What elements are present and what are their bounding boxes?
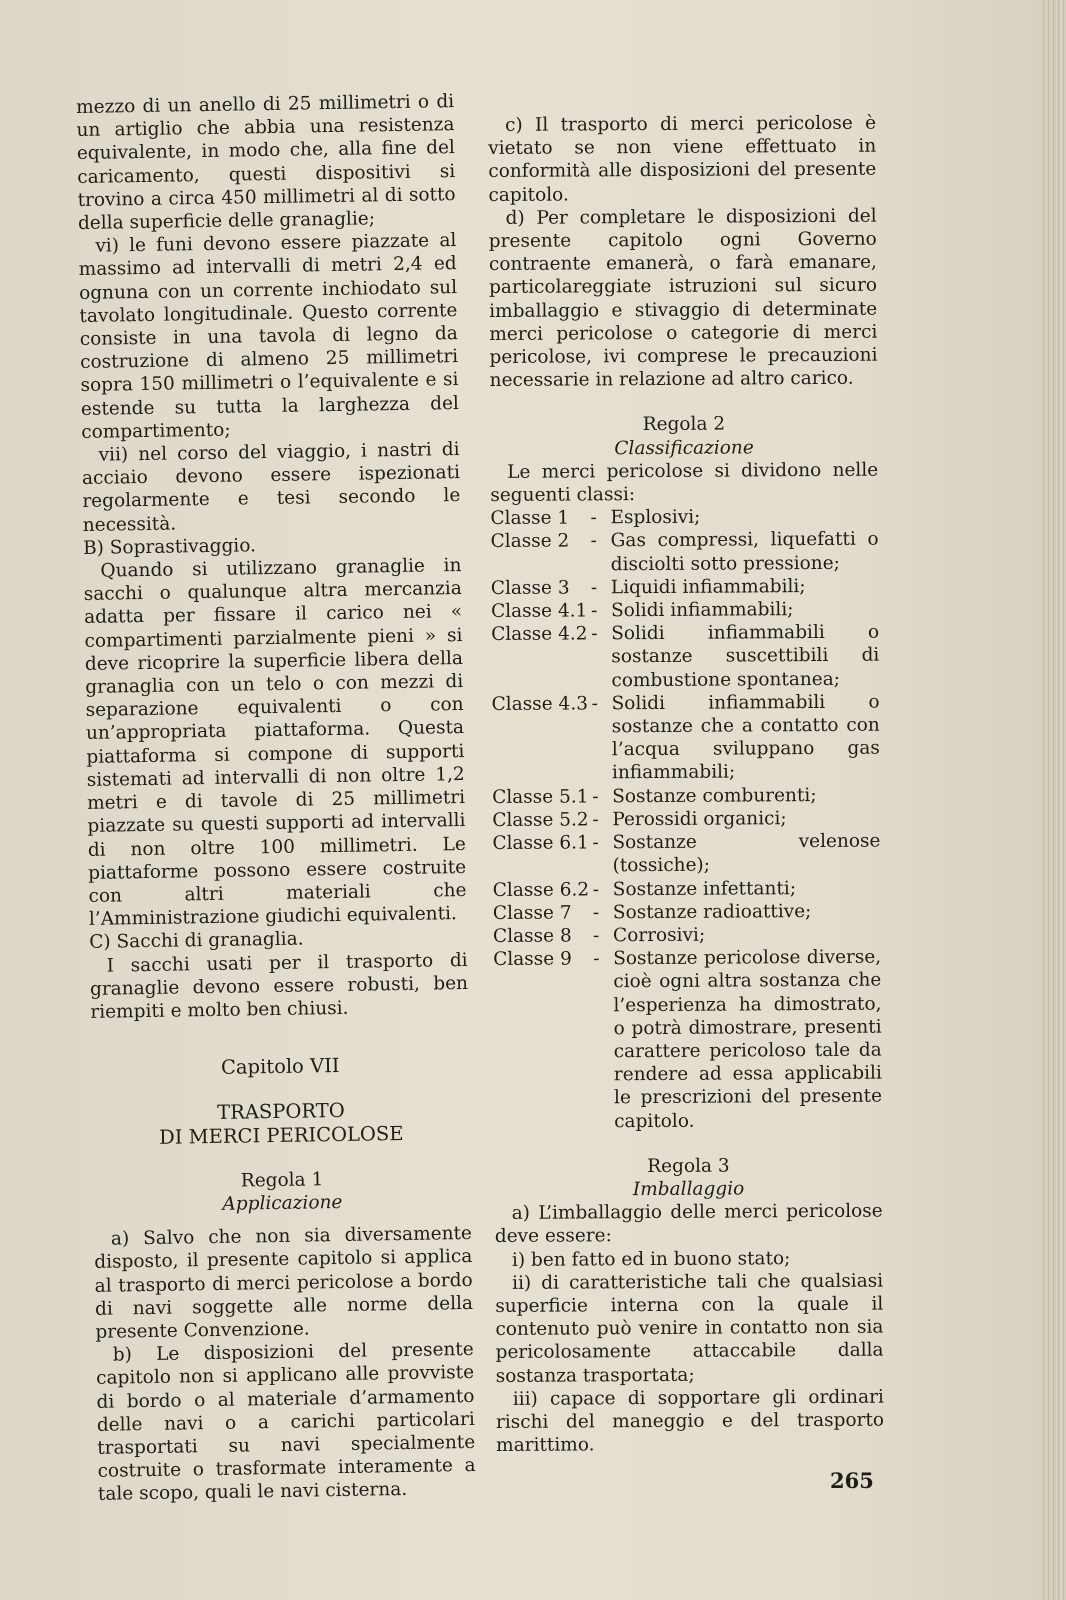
paragraph-sacchi: I sacchi usati per il trasporto di granaglie devono essere robusti, ben riempiti e molto ben chiusi. — [89, 949, 469, 1023]
class-dash: - — [592, 786, 599, 808]
class-name: Classe 5.2 — [492, 809, 589, 831]
class-name: Classe 8 — [492, 925, 572, 947]
rule-3-item-i: i) ben fatto ed in buono stato; — [511, 1247, 791, 1271]
class-description: Sostanze pericolose diverse, cioè ogni altra sostanza che l’esperienza ha dimostrato, o potrà dimostrare, presenti carattere pericoloso tale da rendere ad essa applicabili le prescrizioni del presente capitolo. — [613, 946, 883, 1132]
class-row — [491, 528, 879, 577]
rule-3-subtitle: Imballaggio — [632, 1178, 745, 1201]
rule-1-paragraph-a: a) Salvo che non sia diversamente disposto, il presente capitolo si applica al trasporto di merci pericolose a bordo di navi soggette alle norme della presente Convenzione. — [94, 1223, 474, 1343]
class-name: Classe 4.2 — [491, 623, 588, 646]
rule-1-subtitle: Applicazione — [222, 1191, 343, 1215]
rule-3-paragraph-a: a) L’imballaggio delle merci pericolose deve essere: — [494, 1200, 883, 1248]
rule-1-paragraph-b: b) Le disposizioni del presente capitolo non si applicano alle provviste di bordo o al materiale d’armamento delle navi o a carichi particolari trasportati su navi specialmente costruite o trasformate interamente a tale scopo, quali le navi cisterna. — [95, 1339, 476, 1506]
class-list — [490, 505, 882, 1134]
class-description: Solidi infiammabili; — [610, 599, 794, 622]
class-dash: - — [593, 948, 600, 970]
class-name: Classe 1 — [490, 507, 570, 530]
rule-2-intro: Le merci pericolose si dividono nelle seguenti classi: — [490, 459, 879, 507]
class-row — [491, 598, 879, 624]
class-description: Solidi infiammabili o sostanze che a contatto con l’acqua sviluppano gas infiammabili; — [611, 691, 880, 784]
class-description: Perossidi organici; — [612, 808, 787, 831]
rule-1-paragraph-d: d) Per completare le disposizioni del presente capitolo ogni Governo contraente emanerà, o farà emanare, particolareggiate istruzioni sul sicuro imballaggio e stivaggio di determinate merci pericolose o categorie di merci pericolose, ivi comprese le precauzioni necessarie in relazione ad altro carico. — [488, 205, 878, 392]
class-dash: - — [592, 809, 599, 831]
class-dash: - — [591, 623, 598, 645]
class-name: Classe 4.3 — [491, 693, 589, 715]
paragraph-anello: mezzo di un anello di 25 millimetri o di un artiglio che abbia una resistenza equivalente, in modo che, alla fine del caricamento, questi dispositivi si trovino a circa 450 millimetri al di sotto della superficie delle granaglie; — [76, 91, 456, 234]
class-row — [491, 574, 879, 600]
rule-3-item-ii: ii) di caratteristiche tali che qualsiasi superficie interna con la quale il contenuto può venire in contatto non sia pericolosamente attaccabile dalla sostanza trasportata; — [495, 1270, 884, 1387]
class-dash: - — [592, 925, 600, 947]
class-description: Sostanze comburenti; — [612, 784, 817, 807]
class-row — [493, 923, 881, 949]
paragraph-soprastivaggio: Quando si utilizzano granaglie in sacchi o qualunque altra mercanzia adatta per fissare il carico nei « compartimenti parzialmente pieni » si deve ricoprire la superficie libera della granaglia con un telo o con mezzi di separazione equivalenti o con un’appropriata piattaforma. Questa piattaforma si compone di supporti sistemati ad intervalli di non oltre 1,2 metri e di tavole di 25 millimetri piazzate su questi supporti ad intervalli di non oltre 100 millimetri. Le piattaforme possono essere costruite con altri materiali che l’Amministrazione giudichi equivalenti. — [83, 555, 467, 931]
rule-1-paragraph-c: c) Il trasporto di merci pericolose è vietato se non viene effettuato in conformità alle disposizioni del presente capitolo. — [488, 112, 877, 206]
class-row — [492, 690, 881, 785]
class-dash: - — [590, 600, 598, 622]
heading-sacchi: C) Sacchi di granaglia. — [89, 928, 304, 954]
class-description: Solidi infiammabili o sostanze suscettibili di combustione spontanea; — [611, 621, 880, 691]
class-row — [493, 876, 881, 902]
rule-2-subtitle: Classificazione — [614, 437, 754, 459]
class-row — [491, 621, 879, 693]
page-number: 265 — [830, 1468, 874, 1493]
paragraph-nastri: vii) nel corso del viaggio, i nastri di acciaio devono essere ispezionati regolarmente e tesi secondo le necessità. — [81, 439, 461, 536]
class-description: Corrosivi; — [612, 924, 706, 947]
rule-2-title: Regola 2 — [642, 413, 726, 436]
class-dash: - — [591, 693, 598, 715]
heading-soprastivaggio: B) Soprastivaggio. — [82, 535, 257, 559]
class-name: Classe 6.2 — [492, 878, 590, 901]
right-column — [488, 112, 884, 1458]
class-row — [493, 946, 882, 1134]
rule-1-title: Regola 1 — [240, 1168, 324, 1192]
class-row — [490, 505, 878, 531]
class-dash: - — [592, 902, 600, 924]
class-description: Sostanze radioattive; — [612, 900, 812, 923]
class-name: Classe 4.1 — [490, 600, 588, 623]
rule-3-title: Regola 3 — [647, 1155, 730, 1177]
class-name: Classe 3 — [490, 577, 570, 599]
class-dash: - — [590, 507, 597, 529]
class-row — [492, 830, 880, 879]
class-row — [492, 783, 880, 809]
chapter-title-line-1: TRASPORTO — [217, 1099, 345, 1125]
class-row — [493, 899, 881, 925]
class-description: Liquidi infiammabili; — [610, 575, 806, 599]
class-dash: - — [592, 832, 599, 854]
class-dash: - — [590, 577, 598, 599]
class-description: Gas compressi, liquefatti o disciolti sotto pressione; — [610, 529, 879, 575]
class-name: Classe 9 — [493, 948, 572, 971]
class-description: Sostanze velenose (tossiche); — [612, 830, 881, 877]
class-description: Esplosivi; — [610, 506, 701, 529]
left-column — [76, 90, 476, 1506]
class-name: Classe 7 — [492, 902, 572, 924]
class-description: Sostanze infettanti; — [612, 877, 797, 900]
page-edge — [1040, 0, 1066, 1600]
class-name: Classe 6.1 — [492, 832, 589, 855]
class-row — [492, 807, 880, 833]
class-dash: - — [590, 530, 597, 552]
chapter-label: Capitolo VII — [220, 1054, 340, 1079]
paragraph-funi: vi) le funi devono essere piazzate al massimo ad intervalli di metri 2,4 ed ognuna con un corrente inchiodato sul tavolato longitudinale. Questo corrente consiste in una tavola di legno da costruzione di almeno 25 millimetri sopra 150 millimetri o l’equivalente e si estende su tutta la larghezza del compartimento; — [78, 230, 460, 443]
class-name: Classe 5.1 — [492, 786, 589, 808]
rule-3-item-iii: iii) capace di sopportare gli ordinari rischi del maneggio e del trasporto marittimo. — [495, 1386, 885, 1457]
class-name: Classe 2 — [490, 530, 570, 553]
chapter-title-line-2: DI MERCI PERICOLOSE — [158, 1121, 404, 1149]
class-dash: - — [592, 878, 600, 900]
